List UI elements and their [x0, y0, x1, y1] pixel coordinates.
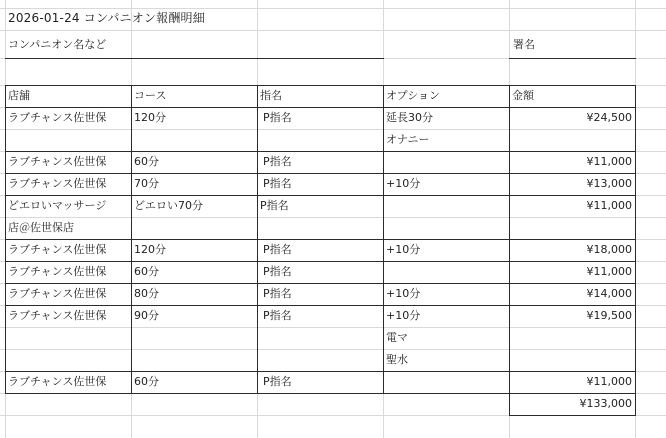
cell-nomination[interactable]: P指名: [263, 309, 292, 322]
signature-label[interactable]: 署名: [513, 38, 535, 51]
cell-option[interactable]: +10分: [386, 243, 421, 256]
cell-amount[interactable]: ¥19,500: [586, 309, 632, 322]
cell-border: [509, 415, 636, 416]
cell-nomination[interactable]: P指名: [263, 265, 292, 278]
cell-border: [509, 58, 636, 59]
cell-store[interactable]: 店＠佐世保店: [8, 221, 74, 234]
cell-border: [383, 85, 384, 394]
cell-amount[interactable]: ¥14,000: [586, 287, 632, 300]
cell-amount[interactable]: ¥11,000: [586, 199, 632, 212]
header-store[interactable]: 店舗: [8, 89, 30, 102]
cell-nomination[interactable]: P指名: [263, 177, 292, 190]
statement-title[interactable]: 2026-01-24 コンパニオン報酬明細: [8, 11, 205, 25]
cell-store[interactable]: ラブチャンス佐世保: [8, 177, 107, 190]
cell-nomination[interactable]: P指名: [263, 111, 292, 124]
cell-nomination[interactable]: P指名: [263, 287, 292, 300]
header-option[interactable]: オプション: [386, 89, 441, 102]
cell-option[interactable]: 電マ: [386, 331, 408, 344]
gridline-horizontal: [0, 30, 666, 31]
cell-border: [5, 58, 384, 59]
gridline-horizontal: [0, 217, 666, 218]
cell-course[interactable]: 90分: [134, 309, 159, 322]
header-amount[interactable]: 金額: [512, 89, 534, 102]
cell-course[interactable]: 60分: [134, 265, 159, 278]
companion-name-label[interactable]: コンパニオン名など: [8, 38, 107, 51]
gridline-horizontal: [0, 349, 666, 350]
cell-store[interactable]: ラブチャンス佐世保: [8, 243, 107, 256]
cell-amount[interactable]: ¥18,000: [586, 243, 632, 256]
cell-amount[interactable]: ¥11,000: [586, 265, 632, 278]
cell-option[interactable]: 聖水: [386, 353, 408, 366]
cell-option[interactable]: +10分: [386, 287, 421, 300]
cell-border: [509, 393, 510, 416]
cell-course[interactable]: 120分: [134, 243, 166, 256]
cell-nomination[interactable]: P指名: [263, 243, 292, 256]
cell-border: [509, 85, 510, 394]
gridline-horizontal: [0, 327, 666, 328]
cell-course[interactable]: 70分: [134, 177, 159, 190]
cell-course[interactable]: 80分: [134, 287, 159, 300]
cell-option[interactable]: +10分: [386, 177, 421, 190]
cell-amount[interactable]: ¥13,000: [586, 177, 632, 190]
cell-course[interactable]: 60分: [134, 155, 159, 168]
cell-course[interactable]: 120分: [134, 111, 166, 124]
header-nomination[interactable]: 指名: [260, 89, 282, 102]
cell-store[interactable]: どエロいマッサージ: [8, 199, 107, 212]
cell-border: [635, 85, 636, 394]
cell-store[interactable]: ラブチャンス佐世保: [8, 155, 107, 168]
cell-amount[interactable]: ¥11,000: [586, 375, 632, 388]
cell-amount[interactable]: ¥11,000: [586, 155, 632, 168]
gridline-horizontal: [0, 129, 666, 130]
cell-option[interactable]: 延長30分: [386, 111, 433, 124]
cell-option[interactable]: オナニー: [386, 133, 430, 146]
cell-store[interactable]: ラブチャンス佐世保: [8, 309, 107, 322]
cell-course[interactable]: 60分: [134, 375, 159, 388]
cell-nomination[interactable]: P指名: [260, 199, 289, 212]
cell-amount[interactable]: ¥24,500: [586, 111, 632, 124]
cell-border: [257, 85, 258, 394]
cell-store[interactable]: ラブチャンス佐世保: [8, 111, 107, 124]
cell-border: [131, 85, 132, 394]
cell-nomination[interactable]: P指名: [263, 155, 292, 168]
cell-border: [5, 85, 636, 86]
cell-nomination[interactable]: P指名: [263, 375, 292, 388]
cell-border: [635, 393, 636, 416]
cell-course[interactable]: どエロい70分: [134, 199, 203, 212]
header-course[interactable]: コース: [134, 89, 167, 102]
cell-border: [5, 85, 6, 394]
cell-store[interactable]: ラブチャンス佐世保: [8, 375, 107, 388]
cell-option[interactable]: +10分: [386, 309, 421, 322]
cell-store[interactable]: ラブチャンス佐世保: [8, 265, 107, 278]
total-amount[interactable]: ¥133,000: [579, 397, 632, 410]
cell-store[interactable]: ラブチャンス佐世保: [8, 287, 107, 300]
